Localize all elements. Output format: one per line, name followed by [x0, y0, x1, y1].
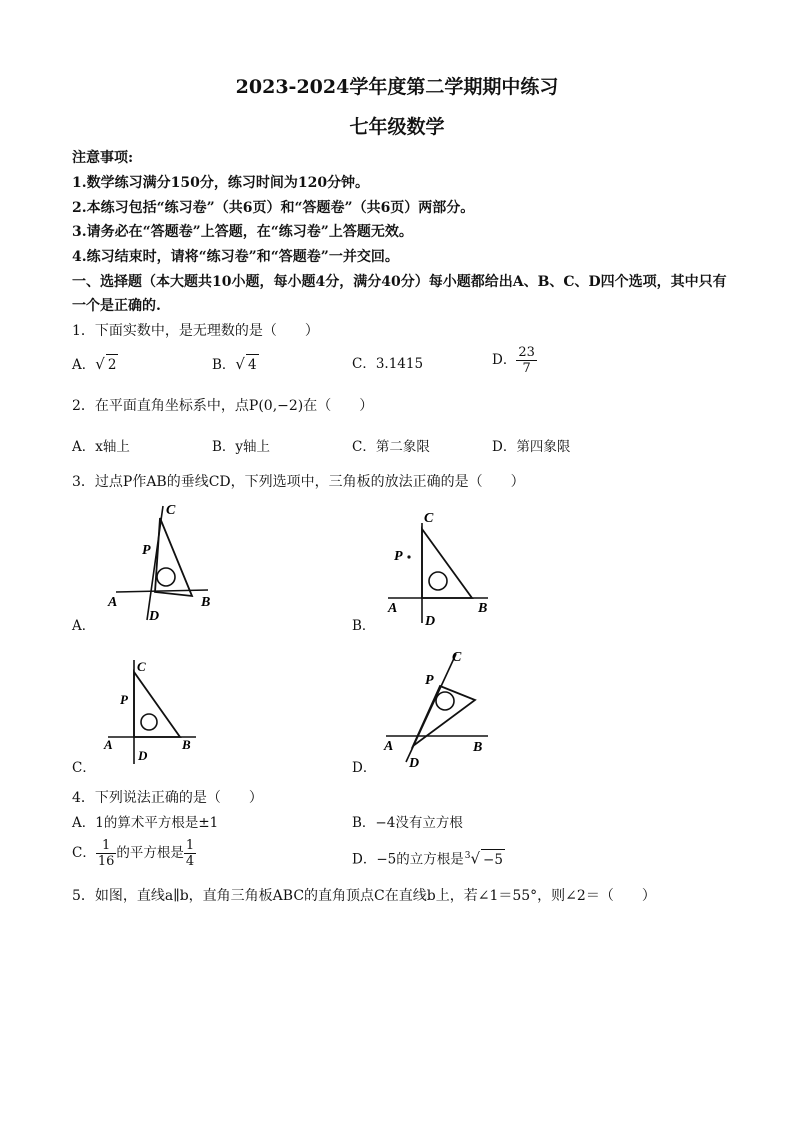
q3-option-d[interactable]: D．	[352, 760, 377, 776]
q1-option-c[interactable]: C．3.1415	[352, 356, 424, 372]
q2-option-d[interactable]: D．第四象限	[492, 439, 571, 455]
fig-a-label-b: B	[201, 595, 211, 610]
note-item-2: 2.本练习包括“练习卷”（共6页）和“答题卷”（共6页）两部分。	[72, 200, 475, 216]
q1-option-d-label: D．	[492, 352, 517, 368]
q2-option-a[interactable]: A．x轴上	[72, 439, 130, 455]
q3-figure-b	[380, 505, 505, 630]
q3-stem: 3．过点P作AB的垂线CD，下列选项中，三角板的放法正确的是（ ）	[72, 474, 525, 490]
q1-stem: 1．下面实数中，是无理数的是（ ）	[72, 323, 319, 339]
fig-a-label-a: A	[108, 595, 118, 610]
fig-c-label-d: D	[138, 748, 148, 763]
q4-option-c-label: C．	[72, 845, 96, 861]
fig-c-label-a: A	[104, 737, 113, 752]
q4-c-den2: 4	[185, 854, 195, 869]
q1-option-d[interactable]	[492, 345, 537, 376]
fig-c-label-p: P	[120, 692, 128, 707]
note-item-3: 3.请务必在“答题卷”上答题，在“练习卷”上答题无效。	[72, 224, 413, 240]
q1-d-numerator: 23	[518, 345, 535, 360]
fig-d-label-c: C	[452, 650, 462, 665]
q1-d-denominator: 7	[522, 361, 531, 376]
fig-d-label-p: P	[425, 673, 434, 688]
fig-d-label-a: A	[384, 739, 394, 754]
q4-option-d-text: D．−5的立方根是	[352, 851, 464, 868]
q4-c-den1: 16	[97, 854, 115, 869]
q4-option-c[interactable]	[72, 838, 196, 869]
fig-b-label-c: C	[424, 511, 434, 526]
fig-a-label-d: D	[149, 609, 160, 624]
fig-b-label-a: A	[388, 601, 398, 616]
fig-b-label-p: P	[394, 549, 403, 564]
q1-option-a[interactable]: A．√ 2	[72, 355, 117, 373]
q3-option-a[interactable]: A．	[72, 618, 96, 634]
q4-c-num2: 1	[185, 838, 195, 853]
q3-figure-c	[100, 652, 210, 767]
section-heading: 一、选择题（本大题共10小题，每小题4分，满分40分）每小题都给出A、B、C、D四个选项，其中只有一个是正确的.	[72, 274, 727, 314]
q4-c-mid-text: 的平方根是	[116, 845, 184, 861]
q1-option-a-label: A．	[72, 357, 96, 373]
q5-stem: 5．如图，直线a∥b，直角三角板ABC的直角顶点C在直线b上，若∠1＝55°，则∠2＝（ ）	[72, 888, 656, 904]
q4-option-d[interactable]: D．−5的立方根是$^3$√ −5	[352, 849, 503, 868]
fig-a-label-c: C	[166, 503, 176, 518]
q4-option-b[interactable]: B．−4没有立方根	[352, 815, 463, 831]
page-subtitle: 七年级数学	[349, 116, 445, 138]
q3-figure-d	[378, 644, 498, 774]
q3-option-c[interactable]: C．	[72, 760, 96, 776]
q4-option-a[interactable]: A．1的算术平方根是±1	[72, 815, 219, 831]
page-title: 2023-2024学年度第二学期期中练习	[235, 76, 559, 98]
notes-heading: 注意事项:	[72, 150, 134, 166]
note-item-1: 1.数学练习满分150分，练习时间为120分钟。	[72, 175, 370, 191]
q4-stem: 4．下列说法正确的是（ ）	[72, 790, 263, 806]
fig-b-label-d: D	[425, 614, 436, 629]
q1-option-b-radicand: 4	[246, 354, 259, 375]
fig-c-label-c: C	[137, 659, 146, 674]
q4-d-radicand: −5	[481, 849, 505, 870]
fig-c-label-b: B	[182, 737, 191, 752]
q3-option-b[interactable]: B．	[352, 618, 376, 634]
q2-stem: 2．在平面直角坐标系中，点P(0,−2)在（ ）	[72, 398, 374, 414]
q2-option-b[interactable]: B．y轴上	[212, 439, 271, 455]
fig-d-label-d: D	[409, 756, 420, 771]
q1-option-a-radicand: 2	[106, 354, 119, 375]
q1-option-b-label: B．	[212, 357, 236, 373]
q4-d-root-index: 3	[464, 851, 471, 861]
fig-a-label-p: P	[142, 543, 151, 558]
q1-option-b[interactable]: B．√ 4	[212, 355, 257, 373]
fig-b-label-b: B	[478, 601, 488, 616]
fig-d-label-b: B	[473, 740, 483, 755]
q2-option-c[interactable]: C．第二象限	[352, 439, 430, 455]
q3-figure-a	[100, 498, 225, 628]
note-item-4: 4.练习结束时，请将“练习卷”和“答题卷”一并交回。	[72, 249, 399, 265]
q4-c-num1: 1	[96, 838, 117, 854]
